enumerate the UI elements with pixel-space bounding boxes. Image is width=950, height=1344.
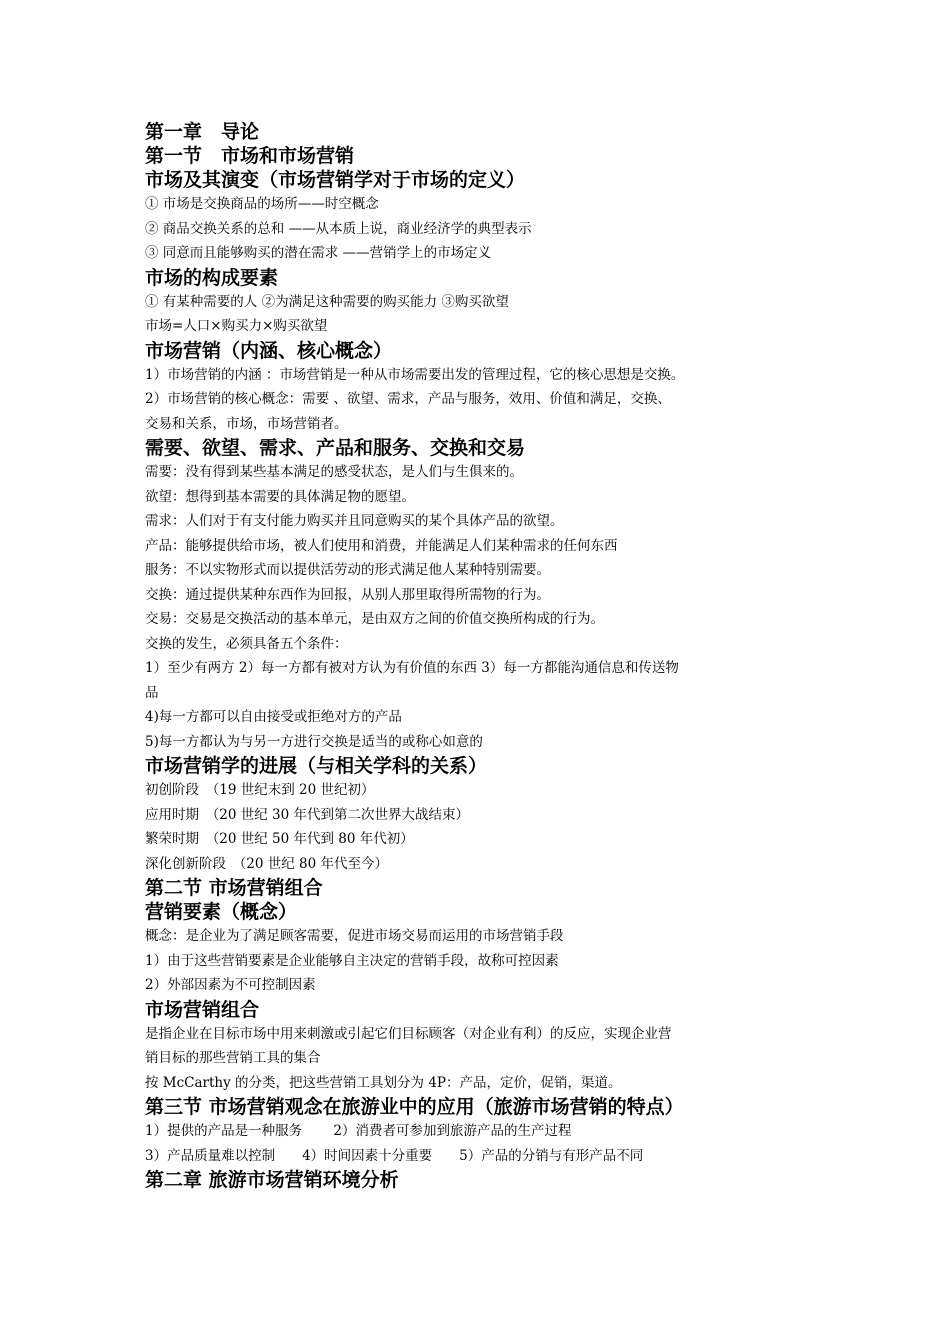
paragraph: ③ 同意而且能够购买的潜在需求 ——营销学上的市场定义: [145, 245, 492, 261]
heading-marketing-concepts: 市场营销（内涵、核心概念）: [145, 339, 393, 362]
paragraph: 欲望：想得到基本需要的具体满足物的愿望。: [145, 488, 415, 505]
paragraph: 5)每一方都认为与另一方进行交换是适当的或称心如意的: [145, 733, 483, 750]
paragraph: 需求：人们对于有支付能力购买并且同意购买的某个具体产品的欲望。: [145, 513, 564, 529]
heading-marketing-elements: 营销要素（概念）: [145, 901, 298, 923]
heading-marketing-progress: 市场营销学的进展（与相关学科的关系）: [145, 755, 488, 777]
paragraph: 产品：能够提供给市场，被人们使用和消费，并能满足人们某种需求的任何东西: [145, 537, 618, 554]
heading-needs-wants: 需要、欲望、需求、产品和服务、交换和交易: [145, 437, 526, 459]
document-page: [145, 120, 825, 1192]
section-2-title: 第二节 市场营销组合: [145, 877, 323, 899]
paragraph: 1）提供的产品是一种服务 2）消费者可参加到旅游产品的生产过程: [145, 1123, 572, 1139]
paragraph: 4)每一方都可以自由接受或拒绝对方的产品: [145, 709, 402, 725]
paragraph: 2）市场营销的核心概念：需要 、欲望、需求，产品与服务，效用、价值和满足，交换、: [145, 391, 671, 407]
paragraph: 是指企业在目标市场中用来刺激或引起它们目标顾客（对企业有利）的反应，实现企业营: [145, 1025, 672, 1042]
paragraph: 1）至少有两方 2）每一方都有被对方认为有价值的东西 3）每一方都能沟通信息和传送物: [145, 660, 679, 676]
paragraph: 品: [145, 684, 159, 701]
heading-market-evolution: 市场及其演变（市场营销学对于市场的定义）: [145, 169, 526, 191]
section-1-title: 第一节 市场和市场营销: [145, 145, 355, 167]
paragraph: 销目标的那些营销工具的集合: [145, 1050, 321, 1066]
chapter-2-title: 第二章 旅游市场营销环境分析: [145, 1169, 399, 1191]
chapter-1-title: 第一章 导论: [145, 121, 260, 143]
paragraph: 概念：是企业为了满足顾客需要，促进市场交易而运用的市场营销手段: [145, 928, 564, 944]
paragraph: 交易：交易是交换活动的基本单元，是由双方之间的价值交换所构成的行为。: [145, 611, 604, 627]
paragraph: 1）由于这些营销要素是企业能够自主决定的营销手段，故称可控因素: [145, 952, 559, 969]
heading-market-elements: 市场的构成要素: [145, 266, 279, 289]
paragraph: 2）外部因素为不可控制因素: [145, 977, 316, 993]
paragraph: 交易和关系，市场，市场营销者。: [145, 415, 348, 432]
section-3-title: 第三节 市场营销观念在旅游业中的应用（旅游市场营销的特点）: [145, 1096, 684, 1118]
paragraph: 交换的发生，必须具备五个条件：: [145, 635, 348, 652]
paragraph: ① 有某种需要的人 ②为满足这种需要的购买能力 ③购买欲望: [145, 293, 509, 310]
paragraph: 3）产品质量难以控制 4）时间因素十分重要 5）产品的分销与有形产品不同: [145, 1147, 644, 1164]
paragraph: ① 市场是交换商品的场所——时空概念: [145, 196, 379, 212]
paragraph: 需要：没有得到某些基本满足的感受状态，是人们与生俱来的。: [145, 464, 523, 480]
paragraph: 按 McCarthy 的分类，把这些营销工具划分为 4P：产品，定价，促销，渠道。: [145, 1074, 622, 1091]
paragraph: 深化创新阶段 （20 世纪 80 年代至今）: [145, 855, 388, 872]
paragraph: 初创阶段 （19 世纪末到 20 世纪初）: [145, 782, 375, 798]
paragraph: 1）市场营销的内涵 ：市场营销是一种从市场需要出发的管理过程，它的核心思想是交换。: [145, 366, 685, 383]
paragraph: 服务：不以实物形式而以提供活劳动的形式满足他人某种特别需要。: [145, 562, 550, 578]
paragraph: 应用时期 （20 世纪 30 年代到第二次世界大战结束）: [145, 806, 469, 823]
paragraph: 市场=人口×购买力×购买欲望: [145, 318, 328, 334]
paragraph: ② 商品交换关系的总和 ——从本质上说，商业经济学的典型表示: [145, 220, 532, 237]
paragraph: 交换：通过提供某种东西作为回报，从别人那里取得所需物的行为。: [145, 586, 550, 603]
paragraph: 繁荣时期 （20 世纪 50 年代到 80 年代初）: [145, 831, 414, 847]
heading-marketing-mix: 市场营销组合: [145, 998, 260, 1021]
